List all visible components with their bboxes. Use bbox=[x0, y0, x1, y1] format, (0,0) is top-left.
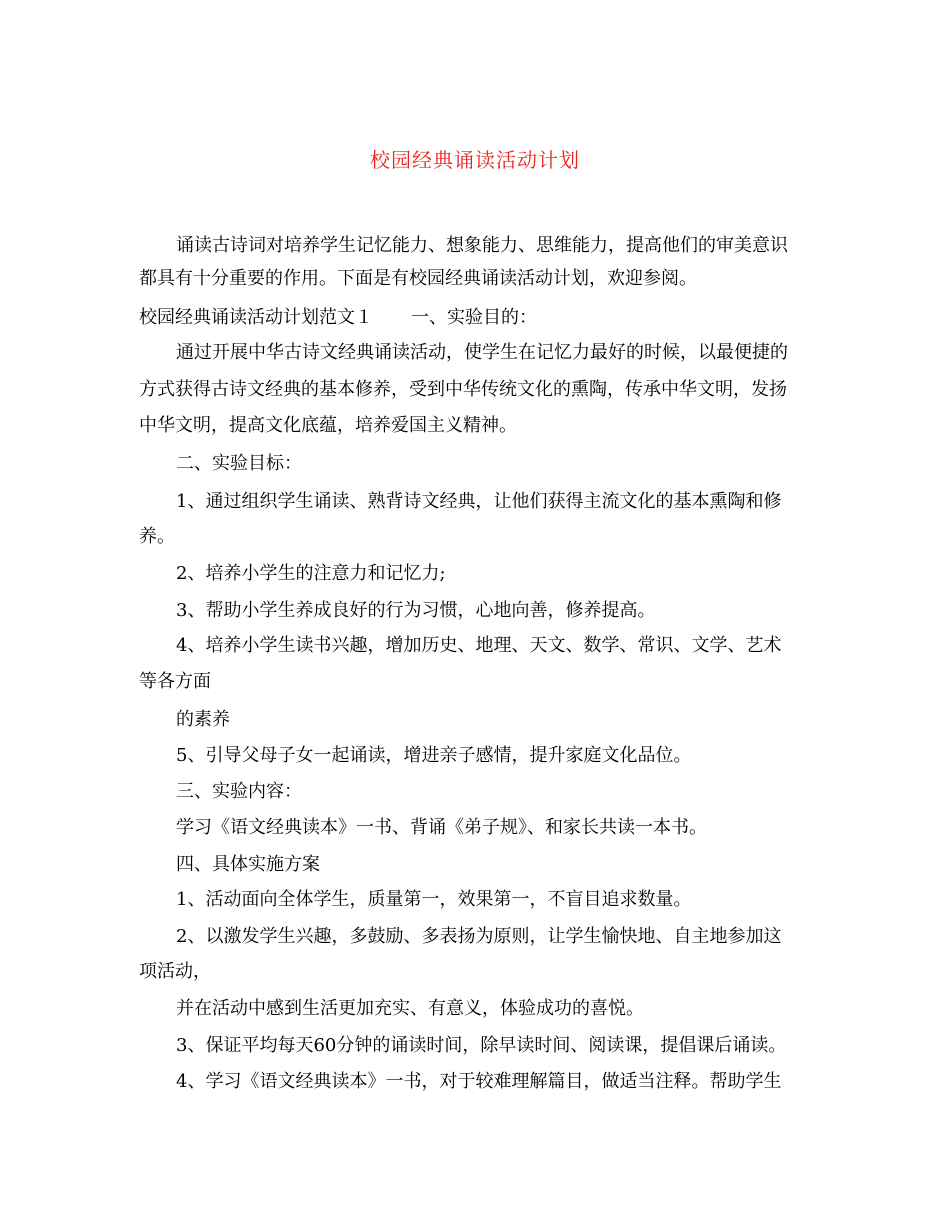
list-item: 5、引导父母子女一起诵读，增进亲子感情，提升家庭文化品位。 bbox=[176, 745, 692, 766]
list-item-continuation: 并在活动中感到生活更加充实、有意义，体验成功的喜悦。 bbox=[176, 998, 644, 1019]
list-item-continuation: 的素养 bbox=[176, 709, 230, 730]
list-item: 3、保证平均每天60分钟的诵读时间，除早读时间、阅读课，提倡课后诵读。 bbox=[176, 1035, 787, 1056]
list-item: 3、帮助小学生养成良好的行为习惯，心地向善，修养提高。 bbox=[176, 600, 656, 621]
list-item: 4、培养小学生读书兴趣，增加历史、地理、天文、数学、常识、文学、艺术 bbox=[176, 635, 782, 656]
paragraph-line: 诵读古诗词对培养学生记忆能力、想象能力、思维能力，提高他们的审美意识 bbox=[176, 235, 788, 256]
section-heading: 三、实验内容： bbox=[176, 781, 302, 802]
section-heading: 四、具体实施方案 bbox=[176, 854, 320, 875]
list-item-continuation: 养。 bbox=[139, 526, 175, 547]
paragraph-line: 学习《语文经典读本》一书、背诵《弟子规》、和家长共读一本书。 bbox=[176, 817, 707, 838]
paragraph-line: 都具有十分重要的作用。下面是有校园经典诵读活动计划，欢迎参阅。 bbox=[139, 268, 697, 289]
list-item-continuation: 等各方面 bbox=[139, 671, 211, 692]
section-heading: 二、实验目标： bbox=[176, 453, 302, 474]
list-item: 2、以激发学生兴趣，多鼓励、多表扬为原则，让学生愉快地、自主地参加这 bbox=[176, 926, 782, 947]
list-item: 2、培养小学生的注意力和记忆力; bbox=[176, 563, 446, 584]
paragraph-line: 中华文明，提高文化底蕴，培养爱国主义精神。 bbox=[139, 415, 517, 436]
list-item: 1、活动面向全体学生，质量第一，效果第一，不盲目追求数量。 bbox=[176, 889, 692, 910]
list-item: 1、通过组织学生诵读、熟背诗文经典，让他们获得主流文化的基本熏陶和修 bbox=[176, 491, 782, 512]
section-heading-line bbox=[139, 305, 537, 331]
document-title: 校园经典诵读活动计划 bbox=[370, 148, 580, 172]
list-item: 4、学习《语文经典读本》一书，对于较难理解篇目，做适当注释。帮助学生 bbox=[176, 1071, 782, 1092]
sample-text-label: 校园经典诵读活动计划范文１ bbox=[139, 307, 373, 328]
paragraph-line: 方式获得古诗文经典的基本修养，受到中华传统文化的熏陶，传承中华文明，发扬 bbox=[139, 379, 787, 400]
list-item-continuation: 项活动， bbox=[139, 961, 211, 982]
section-heading: 一、实验目的： bbox=[411, 307, 537, 328]
paragraph-line: 通过开展中华古诗文经典诵读活动，使学生在记忆力最好的时候，以最便捷的 bbox=[176, 342, 788, 363]
